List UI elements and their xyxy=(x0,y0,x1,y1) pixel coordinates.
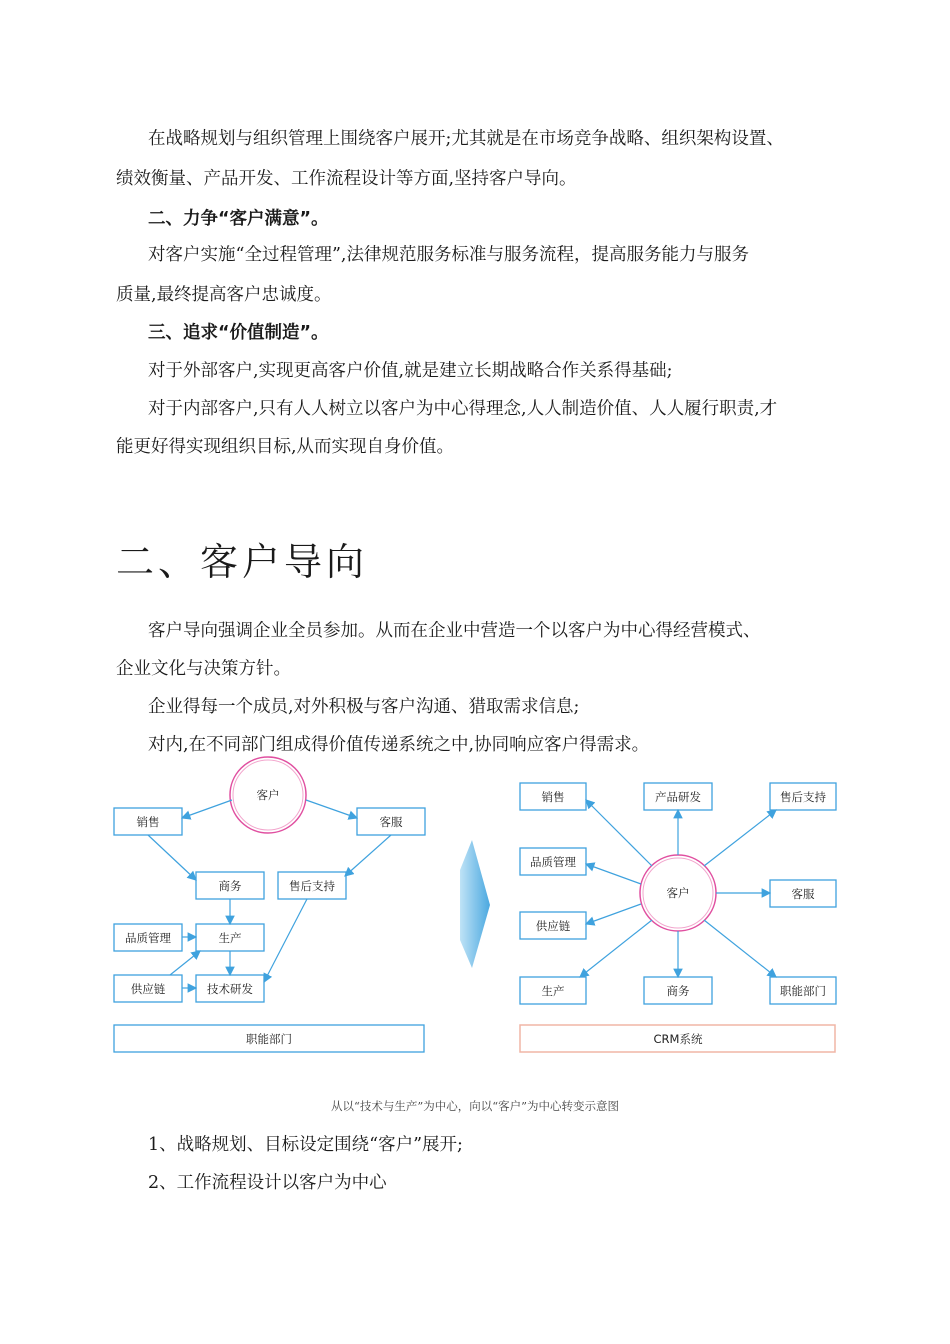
paragraph: 对内,在不同部门组成得价值传递系统之中,协同响应客户得需求。 xyxy=(148,735,650,755)
paragraph: 质量,最终提高客户忠诚度。 xyxy=(116,285,332,305)
paragraph: 对客户实施“全过程管理”,法律规范服务标准与服务流程，提高服务能力与服务 xyxy=(148,245,749,265)
right-functions-label: 职能部门 xyxy=(780,984,826,998)
arrow-to-sales xyxy=(586,800,652,866)
arrow-to-supply xyxy=(586,904,641,924)
figure-caption: 从以“技术与生产”为中心，向以“客户”为中心转变示意图 xyxy=(330,1099,619,1113)
right-supply-label: 供应链 xyxy=(535,919,571,933)
left-functions-label: 职能部门 xyxy=(246,1032,292,1046)
arrow-customer-service xyxy=(306,800,357,818)
transition-arrow-icon xyxy=(460,840,490,968)
arrow-supply-production xyxy=(170,951,200,975)
arrow-sales-business xyxy=(148,835,196,880)
right-diagram xyxy=(520,783,836,1052)
right-aftersales-label: 售后支持 xyxy=(780,790,826,804)
left-diagram xyxy=(114,757,425,1052)
paragraph: 对于内部客户,只有人人树立以客户为中心得理念,人人制造价值、人人履行职责,才 xyxy=(148,399,778,419)
left-business-label: 商务 xyxy=(218,879,242,893)
right-product-rd-label: 产品研发 xyxy=(655,790,701,804)
arrow-service-aftersales xyxy=(345,835,391,876)
right-quality-label: 品质管理 xyxy=(530,855,576,869)
arrow-customer-sales xyxy=(182,800,232,818)
right-customer-label: 客户 xyxy=(666,886,690,900)
left-customer-label: 客户 xyxy=(256,788,280,802)
left-rd-label: 技术研发 xyxy=(207,982,253,996)
arrow-aftersales-rd xyxy=(264,899,307,982)
left-production-label: 生产 xyxy=(218,931,242,945)
subheading: 二、力争“客户满意”。 xyxy=(148,209,329,229)
subheading: 三、追求“价值制造”。 xyxy=(148,323,329,343)
arrow-to-aftersales xyxy=(704,810,776,866)
arrow-to-quality xyxy=(586,864,641,884)
section-title: 二、客户导向 xyxy=(116,540,369,584)
paragraph: 能更好得实现组织目标,从而实现自身价值。 xyxy=(116,437,455,457)
list-item: 2、工作流程设计以客户为中心 xyxy=(148,1173,387,1193)
list-item: 1、战略规划、目标设定围绕“客户”展开; xyxy=(148,1135,463,1155)
left-sales-label: 销售 xyxy=(136,815,160,829)
left-quality-label: 品质管理 xyxy=(125,931,171,945)
paragraph: 客户导向强调企业全员参加。从而在企业中营造一个以客户为中心得经营模式、 xyxy=(148,621,761,641)
left-supply-label: 供应链 xyxy=(130,982,166,996)
right-service-label: 客服 xyxy=(791,887,815,901)
right-crm-label: CRM系统 xyxy=(653,1032,703,1046)
right-sales-label: 销售 xyxy=(541,790,565,804)
left-aftersales-label: 售后支持 xyxy=(289,879,335,893)
paragraph: 绩效衡量、产品开发、工作流程设计等方面,坚持客户导向。 xyxy=(116,169,577,189)
left-service-label: 客服 xyxy=(379,815,403,829)
paragraph: 企业文化与决策方针。 xyxy=(116,659,291,679)
paragraph: 对于外部客户,实现更高客户价值,就是建立长期战略合作关系得基础; xyxy=(148,361,673,381)
arrow-to-production xyxy=(580,920,652,977)
paragraph: 企业得每一个成员,对外积极与客户沟通、猎取需求信息; xyxy=(148,697,580,717)
arrow-to-functions xyxy=(704,920,776,977)
right-production-label: 生产 xyxy=(541,984,565,998)
right-business-label: 商务 xyxy=(666,984,690,998)
paragraph: 在战略规划与组织管理上围绕客户展开;尤其就是在市场竞争战略、组织架构设置、 xyxy=(148,129,784,149)
